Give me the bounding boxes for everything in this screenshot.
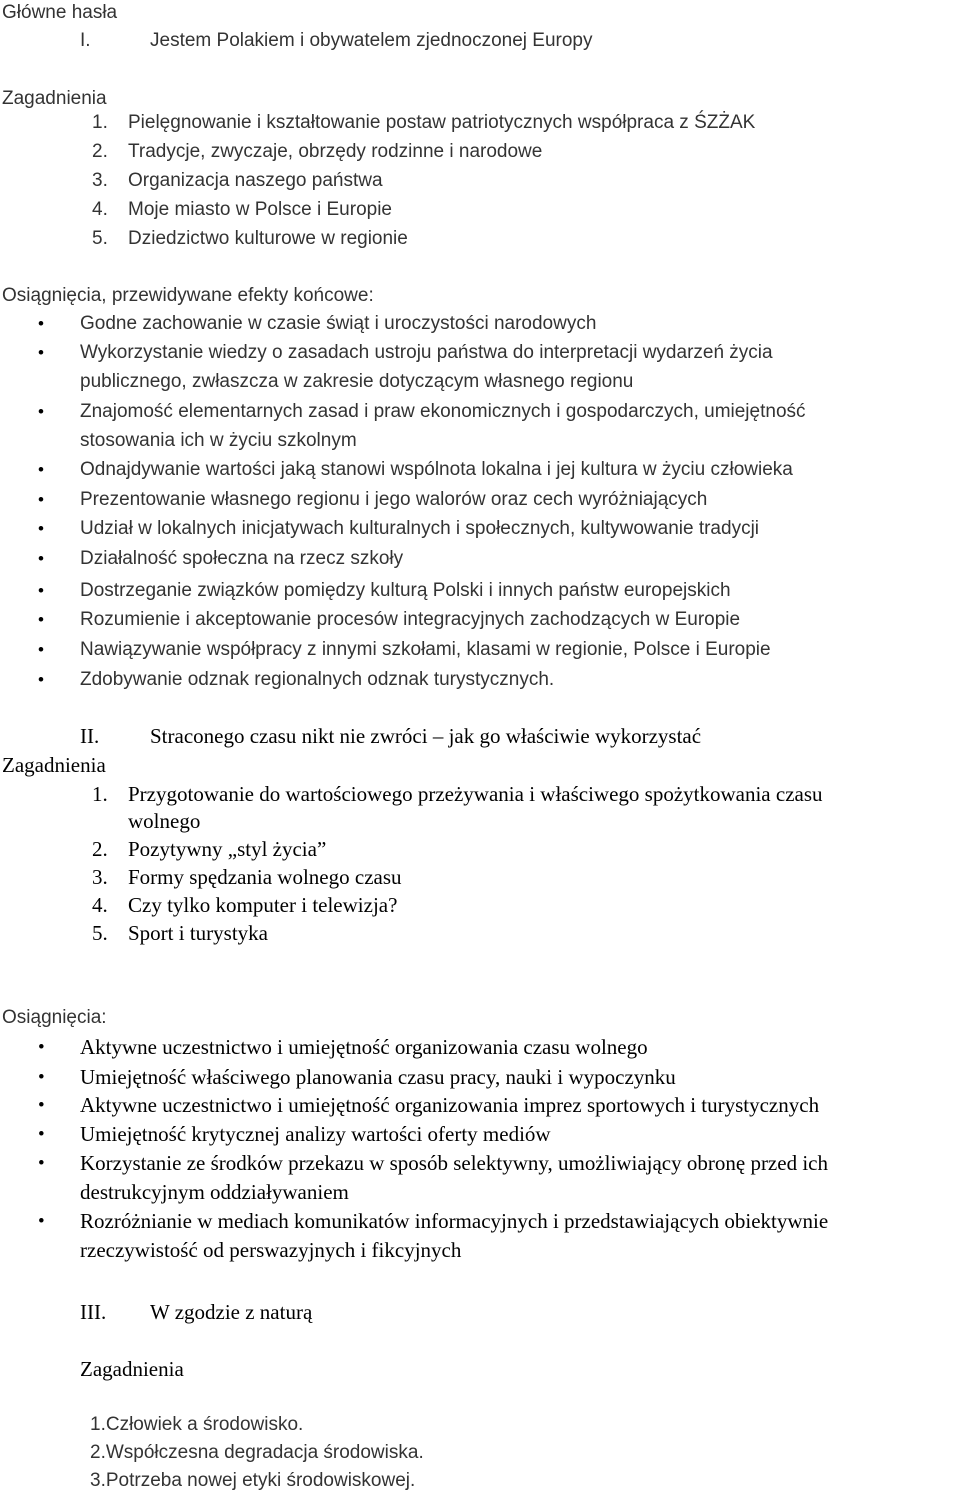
- list-item: 3.Potrzeba nowej etyki środowiskowej.: [90, 1470, 416, 1491]
- list-item: 1.Człowiek a środowisko.: [90, 1414, 304, 1435]
- section-2-title: Straconego czasu nikt nie zwróci – jak go właściwie wykorzystać: [150, 724, 702, 748]
- section-1-achievements-label: Osiągnięcia, przewidywane efekty końcowe:: [2, 285, 374, 306]
- list-item: Organizacja naszego państwa: [128, 170, 383, 191]
- list-item-number: 1.: [92, 782, 108, 806]
- section-1-topics-label: Zagadnienia: [2, 88, 107, 109]
- list-item: Zdobywanie odznak regionalnych odznak turystycznych.: [80, 669, 555, 690]
- bullet-icon: •: [38, 670, 44, 689]
- section-1-title: Jestem Polakiem i obywatelem zjednoczonej Europy: [150, 30, 593, 51]
- list-item-number: 4.: [92, 893, 108, 917]
- list-item-continuation: publicznego, zwłaszcza w zakresie dotyczącym własnego regionu: [80, 371, 634, 392]
- list-item: Odnajdywanie wartości jaką stanowi wspólnota lokalna i jej kultura w życiu człowieka: [80, 459, 793, 480]
- bullet-icon: •: [38, 490, 44, 509]
- list-item: Wykorzystanie wiedzy o zasadach ustroju państwa do interpretacji wydarzeń życia: [80, 342, 773, 363]
- list-item: Formy spędzania wolnego czasu: [128, 865, 402, 889]
- bullet-icon: •: [38, 1211, 45, 1232]
- list-item: Moje miasto w Polsce i Europie: [128, 199, 392, 220]
- list-item: Nawiązywanie współpracy z innymi szkołami, klasami w regionie, Polsce i Europie: [80, 639, 771, 660]
- list-item: Pozytywny „styl życia”: [128, 837, 327, 861]
- bullet-icon: •: [38, 549, 44, 568]
- list-item: Dziedzictwo kulturowe w regionie: [128, 228, 408, 249]
- list-item: Rozróżnianie w mediach komunikatów informacyjnych i przedstawiających obiektywnie: [80, 1209, 829, 1233]
- list-item-continuation: rzeczywistość od perswazyjnych i fikcyjnych: [80, 1238, 462, 1262]
- page-title: Główne hasła: [2, 2, 118, 23]
- list-item: Godne zachowanie w czasie świąt i uroczystości narodowych: [80, 313, 597, 334]
- section-2-achievements-label: Osiągnięcia:: [2, 1007, 107, 1028]
- list-item-number: 2.: [92, 837, 108, 861]
- bullet-icon: •: [38, 343, 44, 362]
- list-item: Działalność społeczna na rzecz szkoły: [80, 548, 404, 569]
- bullet-icon: •: [38, 1153, 45, 1174]
- list-item: Umiejętność właściwego planowania czasu pracy, nauki i wypoczynku: [80, 1065, 676, 1089]
- list-item: Udział w lokalnych inicjatywach kulturalnych i społecznych, kultywowanie tradycji: [80, 518, 760, 539]
- list-item: Korzystanie ze środków przekazu w sposób selektywny, umożliwiający obronę przed ich: [80, 1151, 828, 1175]
- bullet-icon: •: [38, 1095, 45, 1116]
- section-2-topics-label: Zagadnienia: [2, 753, 106, 777]
- list-item-number: 3.: [92, 170, 108, 191]
- bullet-icon: •: [38, 1067, 45, 1088]
- list-item: Znajomość elementarnych zasad i praw ekonomicznych i gospodarczych, umiejętność: [80, 401, 806, 422]
- list-item: Pielęgnowanie i kształtowanie postaw patriotycznych współpraca z ŚZŻAK: [128, 112, 756, 133]
- section-2-numeral: II.: [80, 724, 100, 748]
- list-item-number: 4.: [92, 199, 108, 220]
- list-item-continuation: destrukcyjnym oddziaływaniem: [80, 1180, 349, 1204]
- section-3-topics-label: Zagadnienia: [80, 1357, 184, 1381]
- list-item: Sport i turystyka: [128, 921, 268, 945]
- list-item-number: 2.: [92, 141, 108, 162]
- section-3-numeral: III.: [80, 1300, 107, 1324]
- list-item: Rozumienie i akceptowanie procesów integracyjnych zachodzących w Europie: [80, 609, 741, 630]
- list-item: Aktywne uczestnictwo i umiejętność organizowania imprez sportowych i turystycznych: [80, 1093, 820, 1117]
- list-item-continuation: wolnego: [128, 809, 201, 833]
- list-item: Czy tylko komputer i telewizja?: [128, 893, 398, 917]
- list-item: Umiejętność krytycznej analizy wartości oferty mediów: [80, 1122, 551, 1146]
- section-1-numeral: I.: [80, 30, 91, 51]
- bullet-icon: •: [38, 314, 44, 333]
- list-item: 2.Współczesna degradacja środowiska.: [90, 1442, 424, 1463]
- list-item-number: 1.: [92, 112, 108, 133]
- bullet-icon: •: [38, 402, 44, 421]
- list-item: Przygotowanie do wartościowego przeżywania i właściwego spożytkowania czasu: [128, 782, 823, 806]
- list-item: Prezentowanie własnego regionu i jego walorów oraz cech wyróżniających: [80, 489, 708, 510]
- bullet-icon: •: [38, 581, 44, 600]
- bullet-icon: •: [38, 460, 44, 479]
- bullet-icon: •: [38, 640, 44, 659]
- list-item-continuation: stosowania ich w życiu szkolnym: [80, 430, 357, 451]
- list-item-number: 5.: [92, 228, 108, 249]
- bullet-icon: •: [38, 610, 44, 629]
- list-item: Tradycje, zwyczaje, obrzędy rodzinne i narodowe: [128, 141, 543, 162]
- section-3-title: W zgodzie z naturą: [150, 1300, 313, 1324]
- bullet-icon: •: [38, 519, 44, 538]
- list-item-number: 3.: [92, 865, 108, 889]
- list-item: Dostrzeganie związków pomiędzy kulturą Polski i innych państw europejskich: [80, 580, 731, 601]
- bullet-icon: •: [38, 1124, 45, 1145]
- list-item-number: 5.: [92, 921, 108, 945]
- bullet-icon: •: [38, 1037, 45, 1058]
- list-item: Aktywne uczestnictwo i umiejętność organizowania czasu wolnego: [80, 1035, 648, 1059]
